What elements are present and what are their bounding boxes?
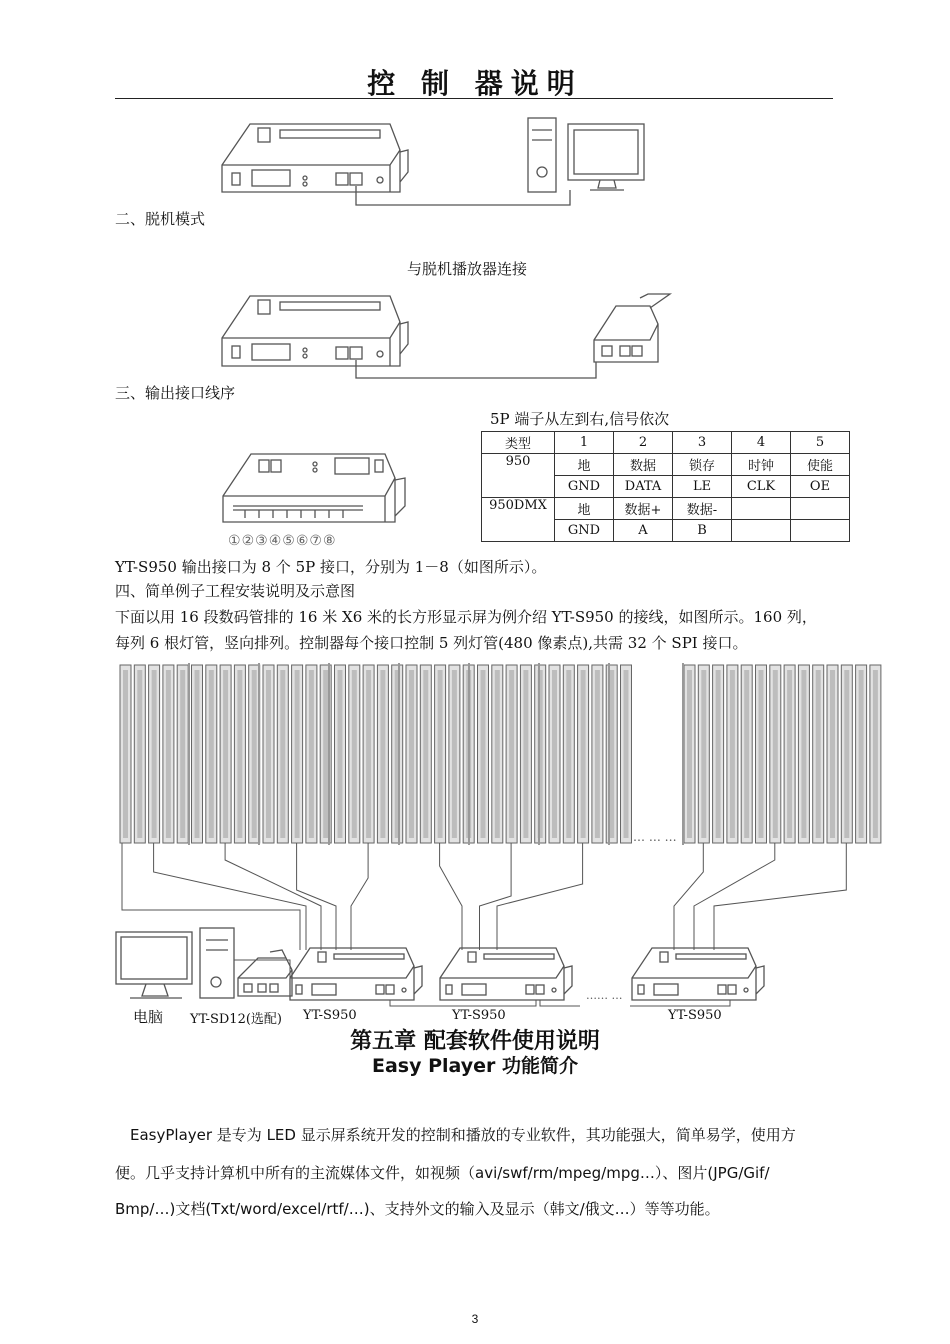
tube-column	[263, 665, 274, 843]
tube-column	[741, 665, 752, 843]
tube-column	[478, 665, 489, 843]
table-cell: LE	[673, 476, 732, 498]
tube-column	[435, 665, 446, 843]
tube-column	[784, 665, 795, 843]
example-line-1: 下面以用 16 段数码管排的 16 米 X6 米的长方形显示屏为例介绍 YT-S950 的接线，如图所示。160 列，	[115, 608, 817, 626]
group-divider	[328, 663, 330, 845]
group-divider	[258, 663, 260, 845]
signal-wire	[154, 843, 306, 950]
section-heading-offline: 二、脱机模式	[115, 210, 206, 228]
port-label-5: ⑤	[282, 533, 296, 549]
group-divider	[398, 663, 400, 845]
section-heading-output: 三、输出接口线序	[115, 384, 236, 402]
section-heading-example: 四、简单例子工程安装说明及示意图	[115, 582, 356, 600]
controller-label-1: YT-S950	[303, 1008, 357, 1023]
tube-column	[206, 665, 217, 843]
table-cell: 锁存	[673, 454, 732, 476]
signal-wire	[297, 843, 336, 950]
controller-unit	[290, 948, 422, 1000]
tube-column	[134, 665, 145, 843]
group-divider	[468, 663, 470, 845]
link-cable	[390, 1000, 536, 1006]
signal-order-table	[481, 431, 850, 542]
table-cell	[732, 520, 791, 542]
table-cell-type: 950	[482, 454, 555, 498]
tube-column	[592, 665, 603, 843]
table-cell: B	[673, 520, 732, 542]
tube-column	[306, 665, 317, 843]
table-cell: 数据-	[673, 498, 732, 520]
tube-column	[698, 665, 709, 843]
table-cell: 1	[555, 432, 614, 454]
table-cell: GND	[555, 520, 614, 542]
table-row	[482, 454, 850, 476]
example-line-2: 每列 6 根灯管，竖向排列。控制器每个接口控制 5 列灯管(480 像素点),共需 32 个 SPI 接口。	[115, 634, 748, 652]
signal-wire	[351, 843, 368, 950]
tube-column	[449, 665, 460, 843]
table-cell: DATA	[614, 476, 673, 498]
tube-column	[827, 665, 838, 843]
ellipsis-tubes: … … …	[633, 830, 677, 844]
signal-wire	[440, 843, 462, 950]
table-cell: 3	[673, 432, 732, 454]
tube-column	[163, 665, 174, 843]
tube-column	[506, 665, 517, 843]
tube-column	[292, 665, 303, 843]
wiring-diagram	[110, 660, 790, 1010]
tube-column	[813, 665, 824, 843]
table-cell: 4	[732, 432, 791, 454]
ellipsis-controllers: …… …	[586, 989, 623, 1002]
tube-column	[192, 665, 203, 843]
signal-wire	[674, 843, 703, 950]
tube-column	[406, 665, 417, 843]
tube-column	[520, 665, 531, 843]
table-cell: 使能	[791, 454, 850, 476]
tube-column	[277, 665, 288, 843]
tube-column	[841, 665, 852, 843]
tube-column	[177, 665, 188, 843]
port-label-8: ⑧	[322, 533, 337, 549]
controller-player-diagram	[210, 290, 670, 380]
intro-line-2: 便。几乎支持计算机中所有的主流媒体文件，如视频（avi/swf/rm/mpeg/mpg…）、图片(JPG/Gif/	[115, 1164, 770, 1182]
chapter-subtitle: Easy Player 功能简介	[371, 1055, 579, 1077]
pc-label: 电脑	[133, 1008, 164, 1026]
tube-column	[770, 665, 781, 843]
tube-column	[120, 665, 131, 843]
offline-caption: 与脱机播放器连接	[407, 260, 528, 278]
tube-column	[492, 665, 503, 843]
tube-column	[363, 665, 374, 843]
title-rule	[115, 98, 833, 99]
table-cell	[791, 520, 850, 542]
table-cell-type: 950DMX	[482, 498, 555, 542]
tube-column	[349, 665, 360, 843]
tube-column	[621, 665, 632, 843]
table-cell: GND	[555, 476, 614, 498]
sd12-label: YT-SD12(选配)	[190, 1012, 282, 1027]
tube-column	[549, 665, 560, 843]
signal-wire	[694, 843, 775, 950]
group-divider	[188, 663, 190, 845]
table-header-row	[482, 432, 850, 454]
tube-column	[420, 665, 431, 843]
tube-column	[377, 665, 388, 843]
signal-wire	[714, 843, 846, 950]
tube-column	[870, 665, 881, 843]
controller-pc-diagram	[210, 110, 650, 205]
tube-column	[606, 665, 617, 843]
page-title: 控 制 器说明	[367, 67, 583, 100]
port-label-3: ③	[255, 533, 269, 549]
group-divider	[538, 663, 540, 845]
chapter-title: 第五章 配套软件使用说明	[350, 1028, 600, 1054]
intro-line-1: EasyPlayer 是专为 LED 显示屏系统开发的控制和播放的专业软件，其功能强大，简单易学，使用方	[130, 1126, 796, 1144]
group-divider	[682, 663, 684, 845]
controller-label-2: YT-S950	[452, 1008, 506, 1023]
port-label-1: ①	[228, 533, 242, 549]
port-label-6: ⑥	[295, 533, 310, 549]
table-cell: 地	[555, 498, 614, 520]
table-cell: 2	[614, 432, 673, 454]
table-cell: 数据+	[614, 498, 673, 520]
tube-column	[756, 665, 767, 843]
table-caption: 5P 端子从左到右,信号依次	[490, 410, 670, 428]
tube-column	[234, 665, 245, 843]
table-cell	[732, 498, 791, 520]
table-cell: 数据	[614, 454, 673, 476]
port-label-7: ⑦	[309, 533, 323, 549]
port-label-2: ②	[241, 533, 256, 549]
table-cell: 类型	[482, 432, 555, 454]
controller-unit	[632, 948, 764, 1000]
table-cell: 地	[555, 454, 614, 476]
port-labels	[228, 533, 337, 549]
tube-column	[335, 665, 346, 843]
page-number: 3	[471, 1312, 479, 1326]
table-cell: CLK	[732, 476, 791, 498]
tube-column	[713, 665, 724, 843]
tube-column	[798, 665, 809, 843]
table-row	[482, 498, 850, 520]
tube-column	[727, 665, 738, 843]
signal-wire	[225, 843, 321, 950]
controller-label-3: YT-S950	[668, 1008, 722, 1023]
table-cell: A	[614, 520, 673, 542]
signal-wire	[122, 843, 300, 950]
tube-column	[684, 665, 695, 843]
link-cable	[630, 1000, 730, 1006]
tube-column	[149, 665, 160, 843]
port-label-4: ④	[268, 533, 283, 549]
table-cell: 5	[791, 432, 850, 454]
tube-column	[220, 665, 231, 843]
table-cell: 时钟	[732, 454, 791, 476]
tube-column	[856, 665, 867, 843]
tube-column	[535, 665, 546, 843]
tube-column	[563, 665, 574, 843]
signal-wire	[480, 843, 512, 950]
intro-line-3: Bmp/…)文档(Txt/word/excel/rtf/…)、支持外文的输入及显示（韩文/俄文…）等等功能。	[115, 1200, 720, 1218]
tube-column	[392, 665, 403, 843]
group-divider	[608, 663, 610, 845]
table-cell	[791, 498, 850, 520]
output-note: YT-S950 输出接口为 8 个 5P 接口，分别为 1－8（如图所示）。	[115, 558, 547, 576]
table-cell: OE	[791, 476, 850, 498]
link-cable	[540, 1000, 580, 1006]
tube-column	[578, 665, 589, 843]
controller-unit	[440, 948, 572, 1000]
